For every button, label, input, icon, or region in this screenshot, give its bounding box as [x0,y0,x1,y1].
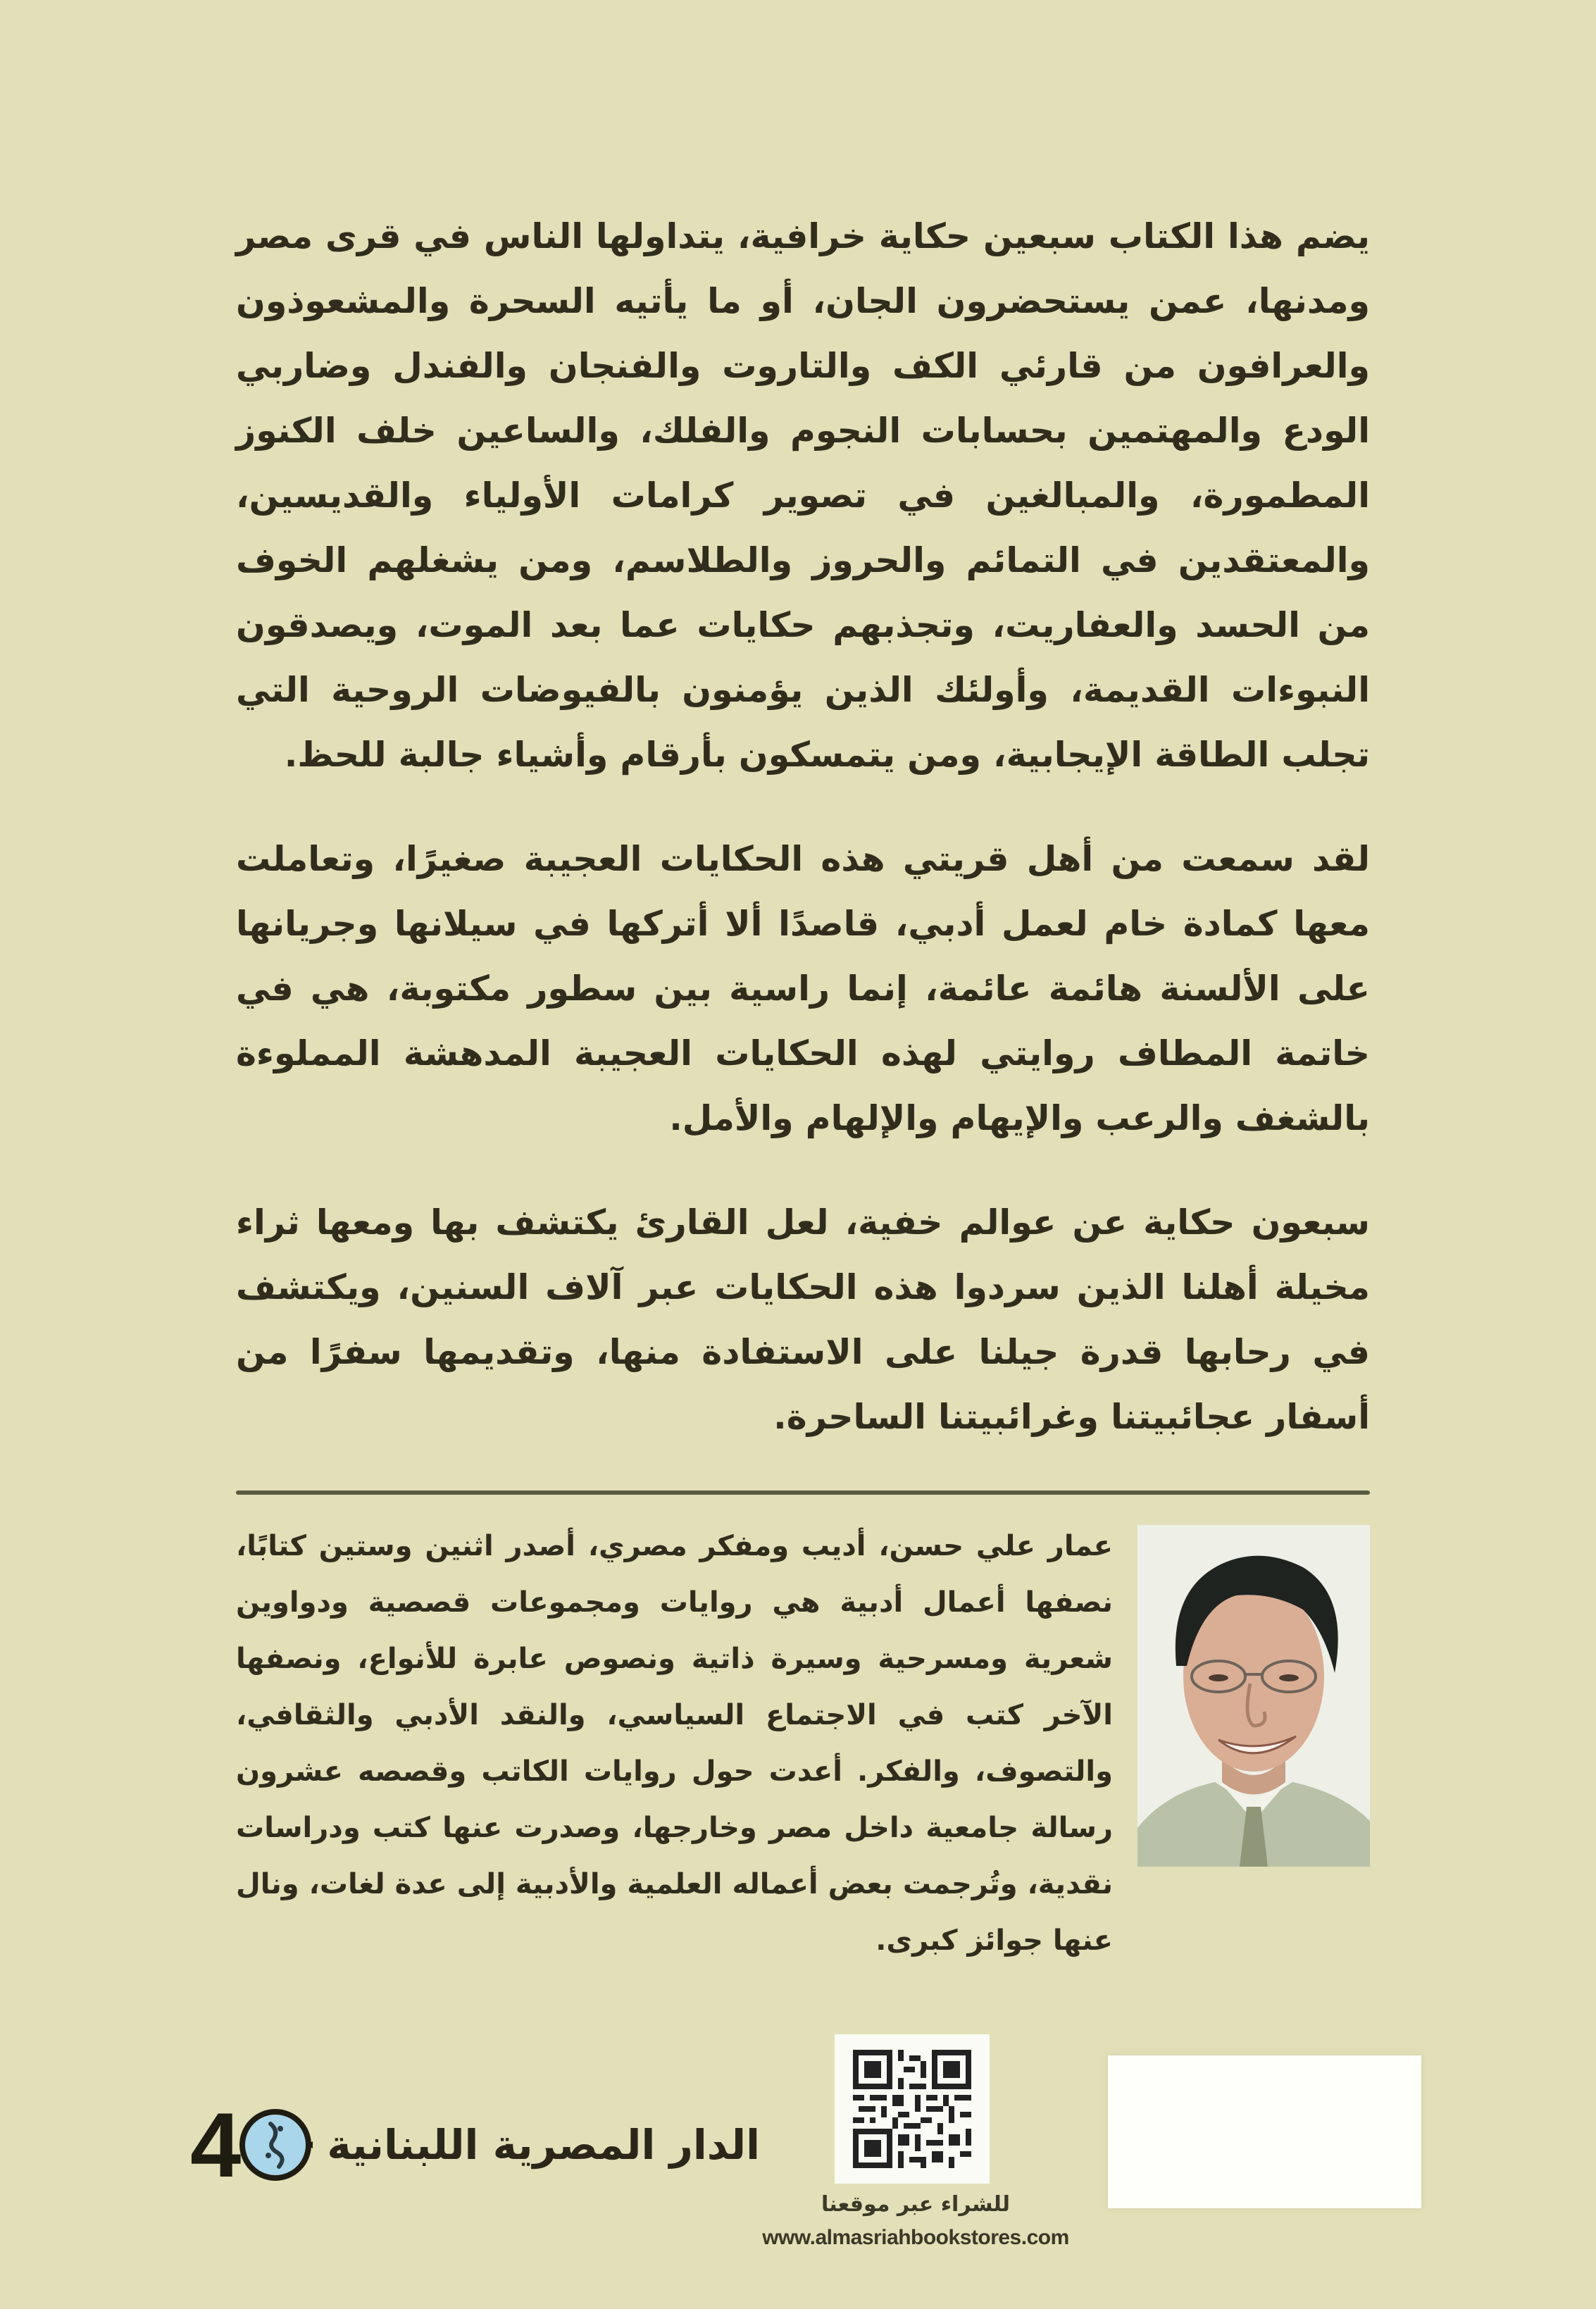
qr-code-icon [853,2050,971,2168]
author-photo [1137,1525,1370,1867]
anniversary-number: 4 [190,2093,237,2196]
blurb-paragraph-1: يضم هذا الكتاب سبعين حكاية خرافية، يتداولها الناس في قرى مصر ومدنها، عمن يستحضرون الجان، أو ما يأتيه السحرة والمشعوذون والعرافون من قارئي الكف والتاروت والفنجان والفندل وضاربي الودع والمهتمين بحسابات النجوم والفلك، والساعين خلف الكنوز المطمورة، والمبالغين في تصوير كرامات الأولياء والقديسين، والمعتقدين في التمائم والحروز والطلاسم، ومن يشغلهم الخوف من الحسد والعفاريت، وتجذبهم حكايات عما بعد الموت، ويصدقون النبوءات القديمة، وأولئك الذين يؤمنون بالفيوضات الروحية التي تجلب الطاقة الإيجابية، ومن يتمسكون بأرقام وأشياء جالبة للحظ. [236,216,1370,775]
author-bio: عمار علي حسن، أديب ومفكر مصري، أصدر اثنين وستين كتابًا، نصفها أعمال أدبية هي روايات ومجموعات قصصية ودواوين شعرية ومسرحية وسيرة ذاتية ونصوص عابرة للأنواع، ونصفها الآخر كتب في الاجتماع السياسي، والنقد الأدبي والثقافي، والتصوف، والفكر. أعدت حول روايات الكاتب وقصصه عشرون رسالة جامعية داخل مصر وخارجها، وصدرت عنها كتب ودراسات نقدية، وتُرجمت بعض أعماله العلمية والأدبية إلى عدة لغات، ونال عنها جوائز كبرى. [236,1530,1113,1957]
back-cover-blurb [236,204,1370,1489]
bookstore-link[interactable]: www.almasriahbookstores.com [762,2226,1069,2249]
purchase-caption: للشراء عبر موقعنا [821,2192,1011,2217]
qr-code[interactable] [835,2034,990,2184]
barcode-placeholder [1108,2055,1421,2208]
publisher-logo [190,2093,760,2196]
blurb-paragraph-3: سبعون حكاية عن عوالم خفية، لعل القارئ يكتشف بها ومعها ثراء مخيلة أهلنا الذين سردوا هذه الحكايات عبر آلاف السنين، ويكتشف في رحابها قدرة جيلنا على الاستفادة منها، وتقديمها سفرًا من أسفار عجائبيتنا وغرائبيتنا الساحرة. [236,1202,1370,1437]
publisher-name: الدار المصرية اللبنانية [327,2121,760,2169]
publisher-emblem [190,2093,314,2196]
section-divider [236,1490,1370,1495]
publisher-emblem-icon [237,2106,314,2184]
blurb-paragraph-2: لقد سمعت من أهل قريتي هذه الحكايات العجيبة صغيرًا، وتعاملت معها كمادة خام لعمل أدبي، قاصدًا ألا أتركها في سيلانها وجريانها على الألسنة هائمة عائمة، إنما راسية بين سطور مكتوبة، هي في خاتمة المطاف روايتي لهذه الحكايات العجيبة المدهشة المملوءة بالشغف والرعب والإيهام والإلهام والأمل. [236,839,1370,1138]
author-portrait-icon [1137,1525,1370,1867]
